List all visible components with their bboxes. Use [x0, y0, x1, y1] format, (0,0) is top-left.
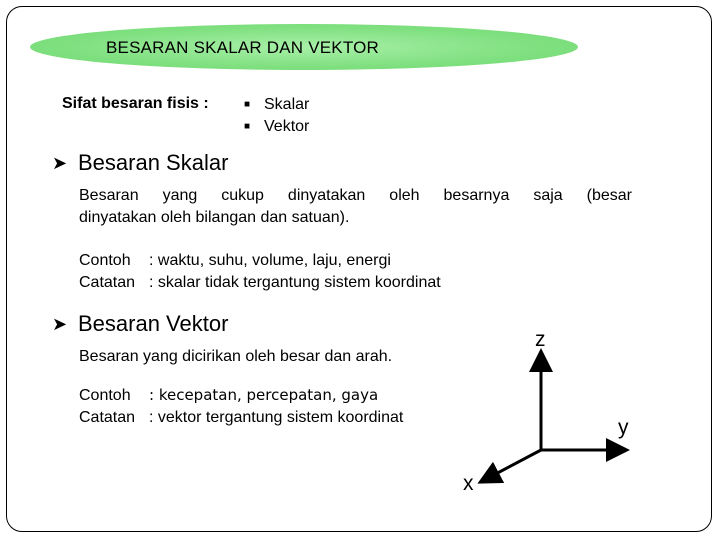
vector-heading: ➤ Besaran Vektor	[52, 311, 229, 336]
scalar-description: Besaran yang cukup dinyatakan oleh besarnya saja (besar dinyatakan oleh bilangan dan satuan).	[79, 187, 632, 226]
list-item: ■ Skalar	[244, 94, 309, 116]
scalar-heading: ➤ Besaran Skalar	[52, 150, 229, 175]
vector-description: Besaran yang dicirikan oleh besar dan arah.	[79, 348, 393, 365]
scalar-note-row: Catatan : skalar tidak tergantung sistem koordinat	[79, 274, 441, 291]
square-bullet-icon: ■	[244, 121, 251, 132]
square-bullet-icon: ■	[244, 99, 251, 110]
vector-note-row: Catatan : vektor tergantung sistem koordinat	[79, 409, 404, 426]
z-axis-label: z	[535, 328, 546, 351]
vector-example-row: Contoh : kecepatan, percepatan, gaya	[79, 386, 379, 404]
list-item: ■ Vektor	[244, 116, 309, 138]
arrowhead-bullet-icon: ➤	[52, 153, 68, 173]
arrowhead-bullet-icon: ➤	[52, 314, 68, 334]
x-axis	[488, 450, 541, 478]
y-axis-label: y	[618, 416, 629, 439]
scalar-example-row: Contoh : waktu, suhu, volume, laju, energi	[79, 252, 391, 269]
x-axis-label: x	[463, 472, 474, 495]
properties-label: Sifat besaran fisis :	[62, 95, 209, 112]
slide-title: BESARAN SKALAR DAN VEKTOR	[106, 38, 379, 57]
